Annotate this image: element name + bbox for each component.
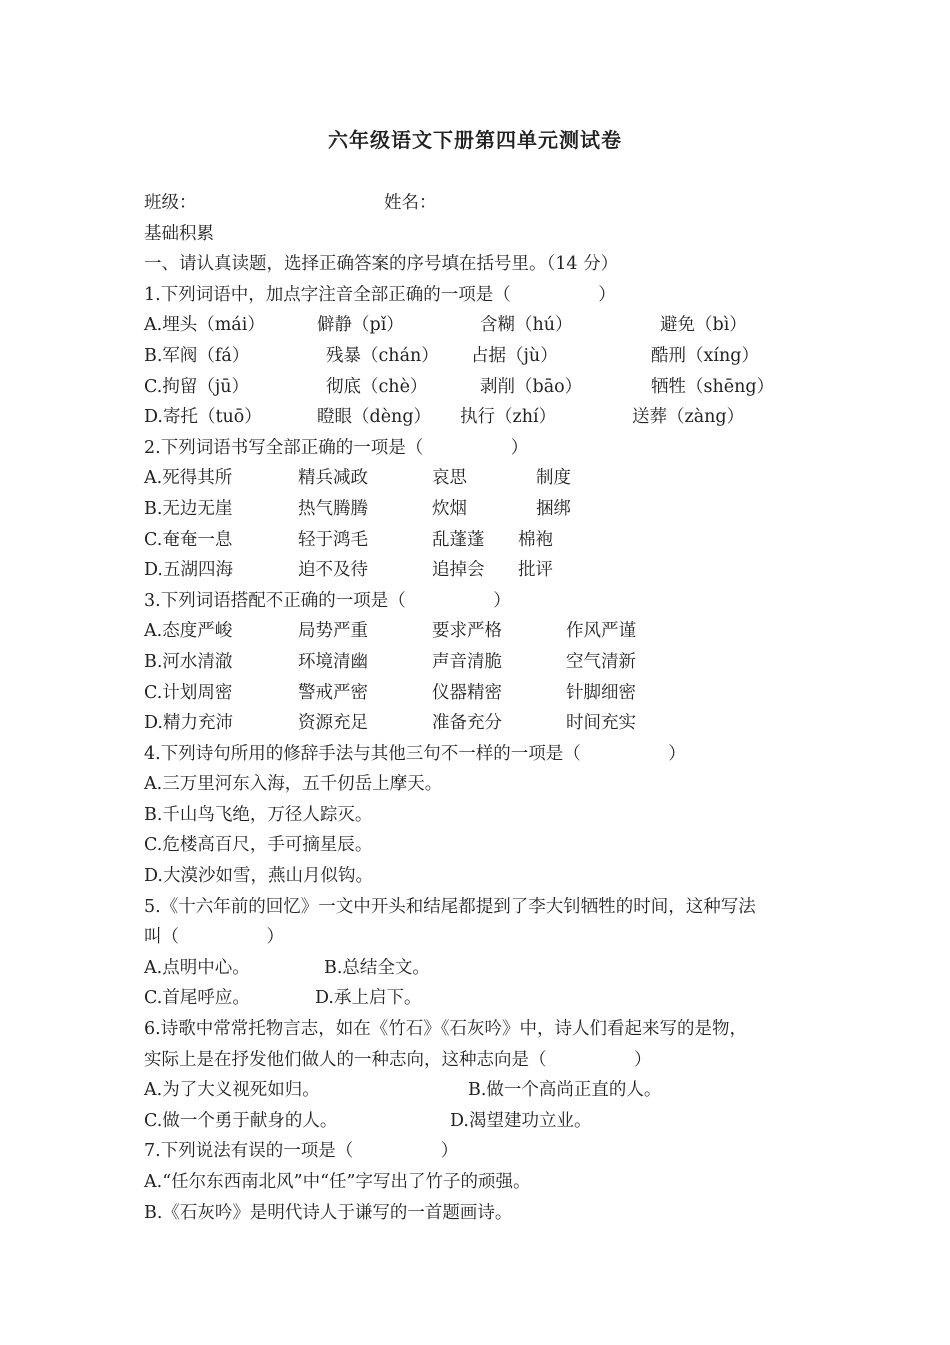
option: 声音清脆 <box>432 651 502 672</box>
option: C.做一个勇于献身的人。 <box>144 1110 338 1131</box>
question-4-option: C.危楼高百尺，手可摘星辰。 <box>144 835 373 856</box>
option: 牺牲（shēng） <box>651 376 775 397</box>
option: 占据（jù） <box>471 345 558 366</box>
option: 局势严重 <box>298 621 368 642</box>
option: 精兵减政 <box>298 468 368 489</box>
option: A.态度严峻 <box>144 621 233 642</box>
option: 捆绑 <box>536 498 571 519</box>
student-info-row <box>144 188 824 219</box>
question-1-option-row <box>144 402 824 433</box>
option: 僻静（pǐ） <box>317 315 404 336</box>
option: A.点明中心。 <box>144 957 250 978</box>
option: 作风严谨 <box>566 621 636 642</box>
option: 警戒严密 <box>298 682 368 703</box>
option: 执行（zhí） <box>460 407 557 428</box>
part1-heading: 一、请认真读题，选择正确答案的序号填在括号里。（14 分） <box>144 254 619 275</box>
option: 资源充足 <box>298 713 368 734</box>
option: 针脚细密 <box>566 682 636 703</box>
option: 避免（bì） <box>660 315 747 336</box>
option: D.精力充沛 <box>144 713 233 734</box>
question-6-stem-line-2: 实际上是在抒发他们做人的一种志向，这种志向是（ ） <box>144 1049 652 1070</box>
option: 制度 <box>536 468 571 489</box>
question-3-option-row <box>144 647 824 678</box>
option: D.五湖四海 <box>144 560 233 581</box>
question-7-stem: 7.下列说法有误的一项是（ ） <box>144 1141 459 1162</box>
option: 热气腾腾 <box>298 498 368 519</box>
option: 炊烟 <box>432 498 467 519</box>
option: D.承上启下。 <box>315 988 422 1009</box>
option: D.渴望建功立业。 <box>450 1110 592 1131</box>
option: A.死得其所 <box>144 468 233 489</box>
question-6-option-row <box>144 1075 824 1106</box>
question-2-stem: 2.下列词语书写全部正确的一项是（ ） <box>144 437 529 458</box>
option: C.拘留（jū） <box>144 376 250 397</box>
option: C.计划周密 <box>144 682 233 703</box>
question-5-stem-line-1: 5.《十六年前的回忆》一文中开头和结尾都提到了李大钊牺牲的时间，这种写法 <box>144 896 756 917</box>
question-1-option-row <box>144 372 824 403</box>
question-5-stem-line-2: 叫（ ） <box>144 927 284 948</box>
option: 残暴（chán） <box>326 345 439 366</box>
question-3-stem: 3.下列词语搭配不正确的一项是（ ） <box>144 590 511 611</box>
exam-title: 六年级语文下册第四单元测试卷 <box>328 128 622 152</box>
question-2-option-row <box>144 463 824 494</box>
option: 彻底（chè） <box>326 376 428 397</box>
option: 乱蓬蓬 <box>432 529 485 550</box>
section-heading: 基础积累 <box>144 223 214 244</box>
question-4-stem: 4.下列诗句所用的修辞手法与其他三句不一样的一项是（ ） <box>144 743 686 764</box>
question-6-stem-line-1: 6.诗歌中常常托物言志，如在《竹石》《石灰吟》中，诗人们看起来写的是物， <box>144 1019 747 1040</box>
option: 酷刑（xíng） <box>651 345 759 366</box>
option: 迫不及待 <box>298 560 368 581</box>
question-5-option-row <box>144 983 824 1014</box>
option: 批评 <box>518 560 553 581</box>
question-7-option: A.“任尔东西南北风”中“任”字写出了竹子的顽强。 <box>144 1172 531 1192</box>
option: 轻于鸿毛 <box>298 529 368 550</box>
option: B.无边无崖 <box>144 498 233 519</box>
option: 剥削（bāo） <box>480 376 583 397</box>
option: 瞪眼（dèng） <box>317 407 432 428</box>
question-6-option-row <box>144 1106 824 1137</box>
option: 棉袍 <box>518 529 553 550</box>
question-3-option-row <box>144 616 824 647</box>
option: 空气清新 <box>566 651 636 672</box>
question-2-option-row <box>144 555 824 586</box>
option: 环境清幽 <box>298 651 368 672</box>
question-2-option-row <box>144 494 824 525</box>
name-label: 姓名： <box>384 193 437 213</box>
question-7-option: B.《石灰吟》是明代诗人于谦写的一首题画诗。 <box>144 1202 513 1223</box>
question-4-option: B.千山鸟飞绝，万径人踪灭。 <box>144 804 373 825</box>
option: B.军阀（fá） <box>144 345 250 366</box>
question-2-option-row <box>144 525 824 556</box>
option: B.总结全文。 <box>324 957 430 978</box>
question-5-option-row <box>144 953 824 984</box>
option: A.埋头（mái） <box>144 315 265 336</box>
option: 时间充实 <box>566 713 636 734</box>
option: 准备充分 <box>432 713 502 734</box>
class-label: 班级： <box>144 193 197 213</box>
question-1-option-row <box>144 310 824 341</box>
option: C.奄奄一息 <box>144 529 233 550</box>
option: 要求严格 <box>432 621 502 642</box>
option: D.寄托（tuō） <box>144 407 262 428</box>
option: 含糊（hú） <box>480 315 573 336</box>
option: 仪器精密 <box>432 682 502 703</box>
option: B.河水清澈 <box>144 651 233 672</box>
exam-body <box>144 188 824 1228</box>
option: 送葬（zàng） <box>632 407 745 428</box>
question-1-option-row <box>144 341 824 372</box>
option: B.做一个高尚正直的人。 <box>468 1080 662 1101</box>
question-3-option-row <box>144 708 824 739</box>
option: 哀思 <box>432 468 467 489</box>
question-4-option: D.大漠沙如雪，燕山月似钩。 <box>144 866 373 887</box>
question-4-option: A.三万里河东入海，五千仞岳上摩天。 <box>144 774 443 795</box>
question-3-option-row <box>144 678 824 709</box>
option: A.为了大义视死如归。 <box>144 1080 320 1101</box>
option: C.首尾呼应。 <box>144 988 250 1009</box>
question-1-stem: 1.下列词语中，加点字注音全部正确的一项是（ ） <box>144 284 616 305</box>
option: 追掉会 <box>432 560 485 581</box>
